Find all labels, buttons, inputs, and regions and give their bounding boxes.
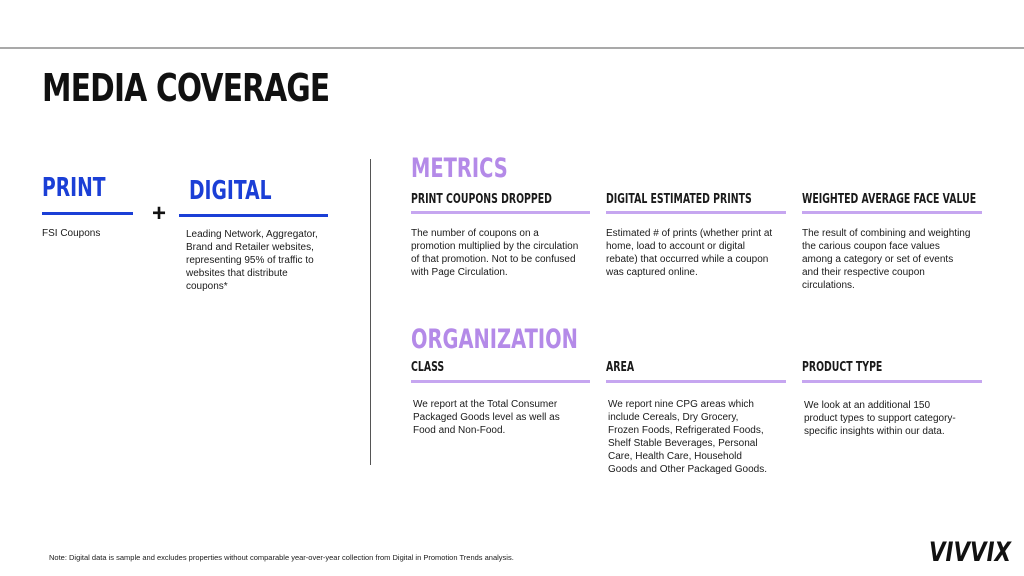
metric-underline [411, 211, 590, 214]
organization-description-product-type [804, 399, 989, 438]
metric-heading-digital-estimated-prints: DIGITAL ESTIMATED PRINTS [606, 192, 752, 207]
digital-description-line: representing 95% of traffic to [186, 255, 314, 266]
print-title: PRINT [42, 173, 106, 203]
digital-description-line: Leading Network, Aggregator, [186, 229, 318, 240]
metric-description-line: was captured online. [606, 267, 698, 278]
organization-description-line: Frozen Foods, Refrigerated Foods, [608, 425, 764, 436]
organization-heading-area: AREA [606, 360, 635, 375]
metric-description-line: circulations. [802, 280, 855, 291]
organization-description-line: product types to support category- [804, 413, 956, 424]
organization-description-line: specific insights within our data. [804, 426, 945, 437]
footnote: Note: Digital data is sample and excludes properties without comparable year-over-year collection from Digital in Promotion Trends analysis. [49, 553, 514, 562]
organization-description-line: include Cereals, Dry Grocery, [608, 412, 739, 423]
metric-description-print-coupons-dropped [411, 227, 596, 279]
digital-description-line: websites that distribute [186, 268, 288, 279]
metric-description-line: and their respective coupon [802, 267, 925, 278]
metric-description-line: home, load to account or digital [606, 241, 745, 252]
metric-underline [606, 211, 786, 214]
metric-description-line: The result of combining and weighting [802, 228, 971, 239]
organization-description-line: Food and Non-Food. [413, 425, 506, 436]
digital-underline [179, 214, 328, 217]
metric-heading-print-coupons-dropped: PRINT COUPONS DROPPED [411, 192, 552, 207]
organization-heading-class: CLASS [411, 360, 445, 375]
organization-description-line: Packaged Goods level as well as [413, 412, 560, 423]
vivvix-logo-text: VIVVIX [929, 537, 1012, 568]
organization-underline [606, 380, 786, 383]
organization-description-line: Goods and Other Packaged Goods. [608, 464, 767, 475]
metric-description-line: the carious coupon face values [802, 241, 940, 252]
digital-title: DIGITAL [189, 176, 272, 206]
metric-description-line: Estimated # of prints (whether print at [606, 228, 773, 239]
organization-heading-product-type: PRODUCT TYPE [802, 360, 883, 375]
metric-description-line: with Page Circulation. [411, 267, 508, 278]
organization-description-class [413, 398, 598, 437]
organization-title: ORGANIZATION [411, 324, 578, 355]
organization-description-line: We report nine CPG areas which [608, 399, 754, 410]
digital-description [186, 228, 361, 293]
metric-description-line: rebate) that occurred while a coupon [606, 254, 769, 265]
print-underline [42, 212, 133, 215]
organization-description-line: We report at the Total Consumer [413, 399, 558, 410]
page-title: MEDIA COVERAGE [42, 66, 330, 110]
vivvix-logo [929, 536, 1013, 568]
print-description: FSI Coupons [42, 228, 101, 239]
metric-description-weighted-average-face-value [802, 227, 992, 292]
vertical-divider [370, 159, 371, 465]
metric-description-line: of that promotion. Not to be confused [411, 254, 576, 265]
metric-description-digital-estimated-prints [606, 227, 791, 279]
organization-underline [411, 380, 590, 383]
metrics-title: METRICS [411, 153, 508, 184]
organization-underline [802, 380, 982, 383]
metric-description-line: among a category or set of events [802, 254, 954, 265]
digital-description-line: Brand and Retailer websites, [186, 242, 314, 253]
plus-sign: + [152, 200, 167, 227]
organization-description-area [608, 398, 793, 476]
organization-description-line: Care, Health Care, Household [608, 451, 742, 462]
top-rule [0, 47, 1024, 49]
organization-description-line: We look at an additional 150 [804, 400, 931, 411]
metric-underline [802, 211, 982, 214]
metric-description-line: promotion multiplied by the circulation [411, 241, 579, 252]
metric-description-line: The number of coupons on a [411, 228, 539, 239]
digital-description-line: coupons* [186, 281, 228, 292]
metric-heading-weighted-average-face-value: WEIGHTED AVERAGE FACE VALUE [802, 192, 977, 207]
organization-description-line: Shelf Stable Beverages, Personal [608, 438, 758, 449]
